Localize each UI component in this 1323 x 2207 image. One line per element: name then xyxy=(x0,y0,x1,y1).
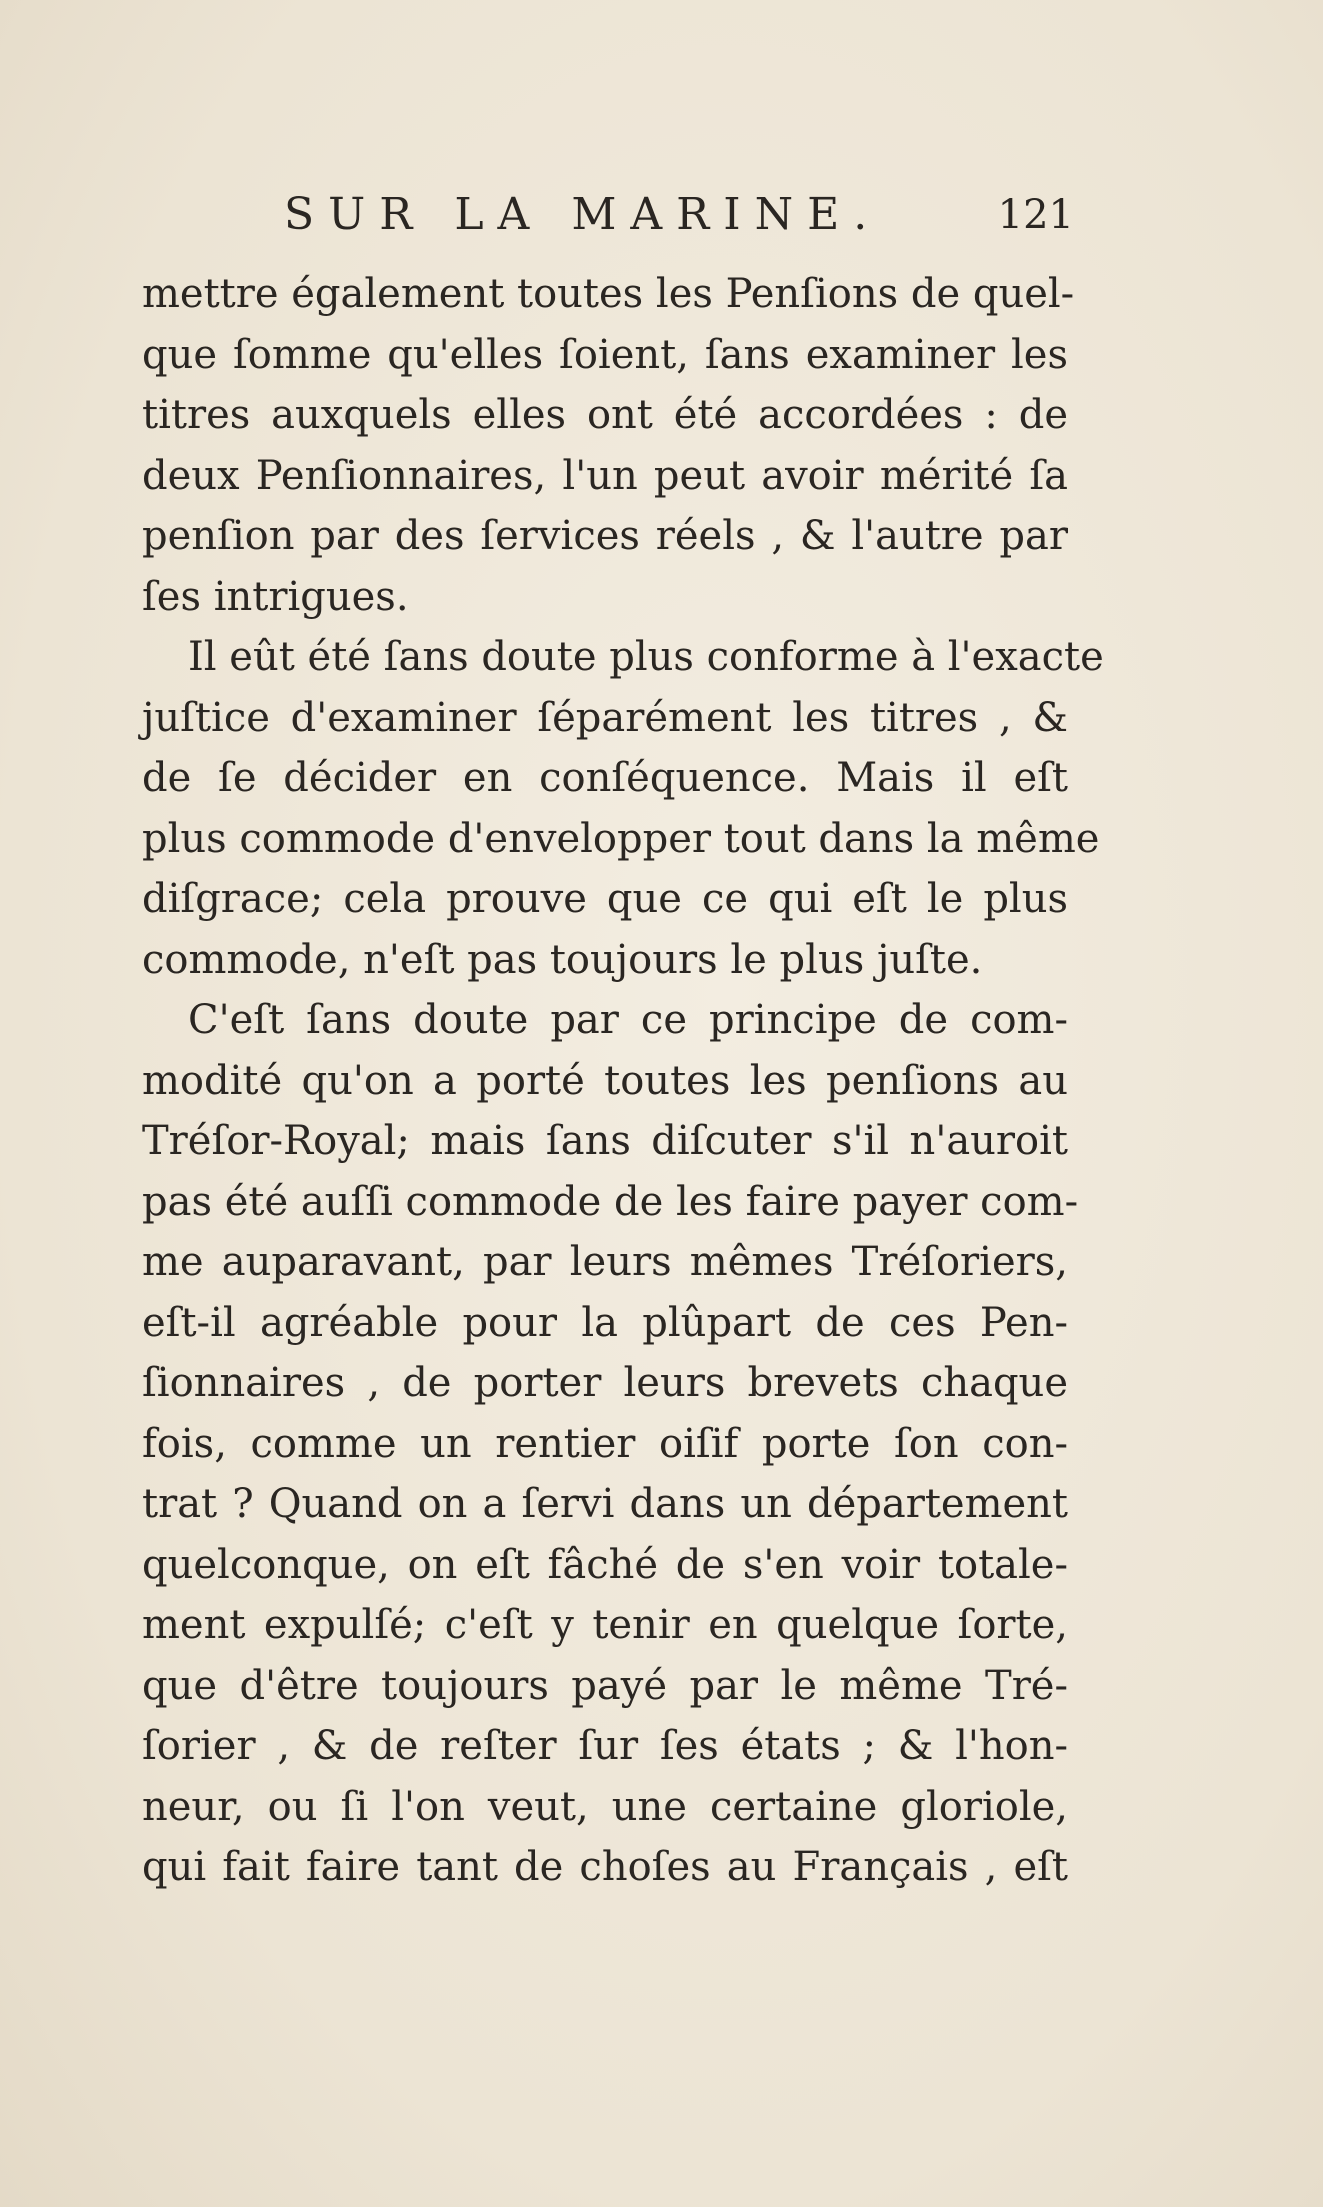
text-line: ſionnaires , de porter leurs brevets chaque xyxy=(142,1360,1068,1406)
text-line: Il eût été ſans doute plus conforme à l'exacte xyxy=(188,634,1104,680)
text-line: de ſe décider en conſéquence. Mais il eſt xyxy=(142,755,1068,801)
text-line: C'eſt ſans doute par ce principe de com- xyxy=(188,997,1068,1043)
text-line: me auparavant, par leurs mêmes Tréſoriers, xyxy=(142,1239,1068,1285)
text-line: mettre également toutes les Penſions de quel- xyxy=(142,271,1075,317)
running-head: SUR LA MARINE. xyxy=(284,189,882,240)
text-line: que d'être toujours payé par le même Tré- xyxy=(142,1662,1068,1709)
page-header xyxy=(284,190,1084,240)
text-line: neur, ou ſi l'on veut, une certaine gloriole, xyxy=(142,1783,1068,1830)
text-line: titres auxquels elles ont été accordées : de xyxy=(142,392,1068,438)
text-line: ſes intrigues. xyxy=(142,573,409,620)
text-line: eſt-il agréable pour la plûpart de ces Pen- xyxy=(142,1299,1068,1346)
text-line: trat ? Quand on a ſervi dans un département xyxy=(142,1481,1068,1527)
text-line: diſgrace; cela prouve que ce qui eſt le plus xyxy=(142,876,1068,922)
text-line: ſorier , & de reſter ſur ſes états ; & l'hon- xyxy=(142,1723,1068,1769)
page-number: 121 xyxy=(997,192,1074,238)
text-line: modité qu'on a porté toutes les penſions au xyxy=(142,1057,1068,1104)
text-line: commode, n'eſt pas toujours le plus juſte. xyxy=(142,936,983,983)
text-line: quelconque, on eſt fâché de s'en voir totale- xyxy=(142,1541,1068,1588)
text-line: Tréſor-Royal; mais ſans diſcuter s'il n'auroit xyxy=(142,1118,1068,1164)
text-line: que ſomme qu'elles ſoient, ſans examiner les xyxy=(142,331,1068,378)
text-line: pas été auſſi commode de les faire payer com- xyxy=(142,1178,1079,1225)
text-line: ment expulſé; c'eſt y tenir en quelque ſorte, xyxy=(142,1602,1068,1648)
text-line: penſion par des ſervices réels , & l'autre par xyxy=(142,513,1068,559)
text-line: deux Penſionnaires, l'un peut avoir mérité ſa xyxy=(142,452,1068,499)
body-text xyxy=(142,264,1104,1898)
text-line: qui fait faire tant de choſes au Français , eſt xyxy=(142,1844,1068,1890)
text-line: juſtice d'examiner ſéparément les titres , & xyxy=(142,694,1068,741)
text-line: plus commode d'envelopper tout dans la même xyxy=(142,815,1100,862)
text-line: fois, comme un rentier oiſif porte ſon con- xyxy=(142,1420,1068,1467)
